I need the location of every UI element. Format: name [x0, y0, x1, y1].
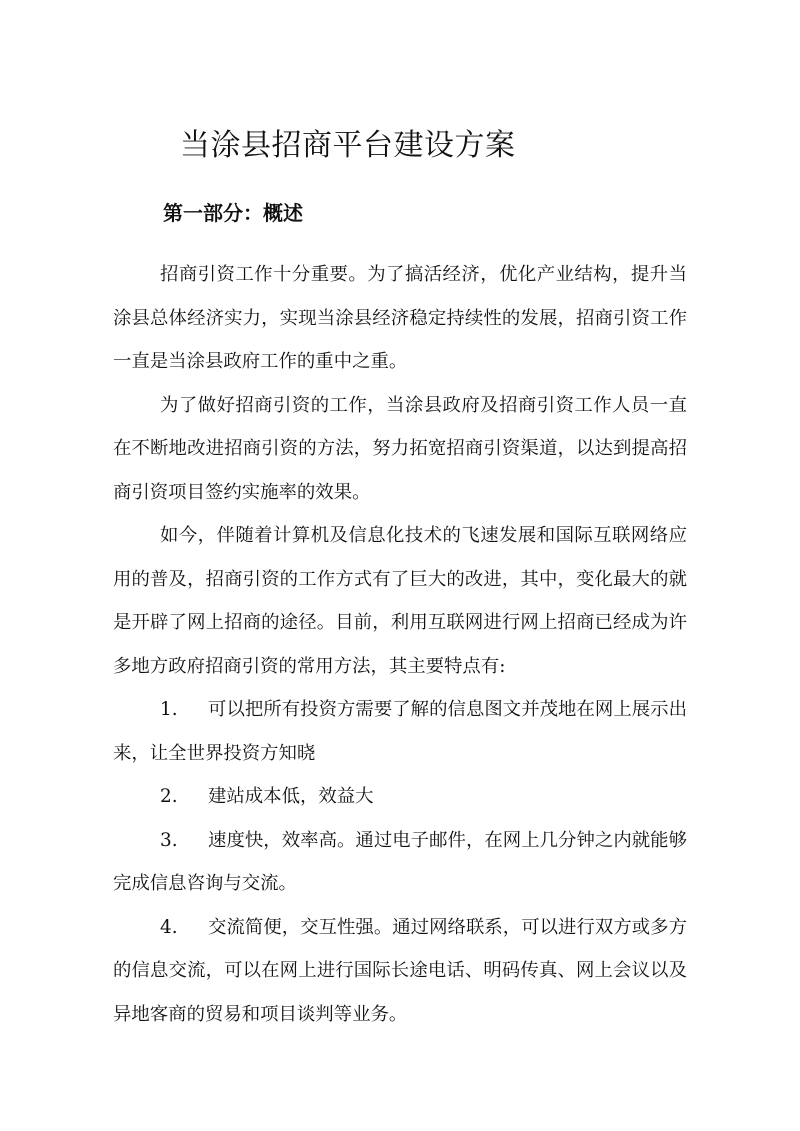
list-item — [113, 688, 687, 775]
list-item-text: 速度快，效率高。通过电子邮件，在网上几分钟之内就能够完成信息咨询与交流。 — [113, 829, 687, 894]
document-title: 当涂县招商平台建设方案 — [180, 128, 516, 163]
paragraph: 如今，伴随着计算机及信息化技术的飞速发展和国际互联网络应用的普及，招商引资的工作方式有了巨大的改进，其中，变化最大的就是开辟了网上招商的途径。目前，利用互联网进行网上招商已经成为许多地方政府招商引资的常用方法，其主要特点有: — [113, 525, 687, 677]
document-body — [113, 253, 687, 1036]
paragraph: 为了做好招商引资的工作，当涂县政府及招商引资工作人员一直在不断地改进招商引资的方法，努力拓宽招商引资渠道，以达到提高招商引资项目签约实施率的效果。 — [113, 394, 687, 503]
list-item-text: 建站成本低，效益大 — [208, 786, 374, 807]
list-item-text: 可以把所有投资方需要了解的信息图文并茂地在网上展示出来，让全世界投资方知晓 — [113, 699, 687, 764]
list-item-number: 4. — [160, 916, 178, 938]
section-heading: 第一部分：概述 — [163, 201, 303, 225]
list-item — [113, 819, 687, 906]
list-item-number: 1. — [160, 699, 178, 720]
list-item — [113, 906, 687, 1037]
list-item-text: 交流简便，交互性强。通过网络联系，可以进行双方或多方的信息交流，可以在网上进行国际长途电话、明码传真、网上会议以及异地客商的贸易和项目谈判等业务。 — [113, 916, 687, 1025]
paragraph: 招商引资工作十分重要。为了搞活经济，优化产业结构，提升当涂县总体经济实力，实现当涂县经济稳定持续性的发展，招商引资工作一直是当涂县政府工作的重中之重。 — [113, 264, 687, 372]
list-item — [113, 775, 687, 819]
list-item-number: 2. — [160, 786, 178, 807]
list-item-number: 3. — [160, 829, 178, 851]
